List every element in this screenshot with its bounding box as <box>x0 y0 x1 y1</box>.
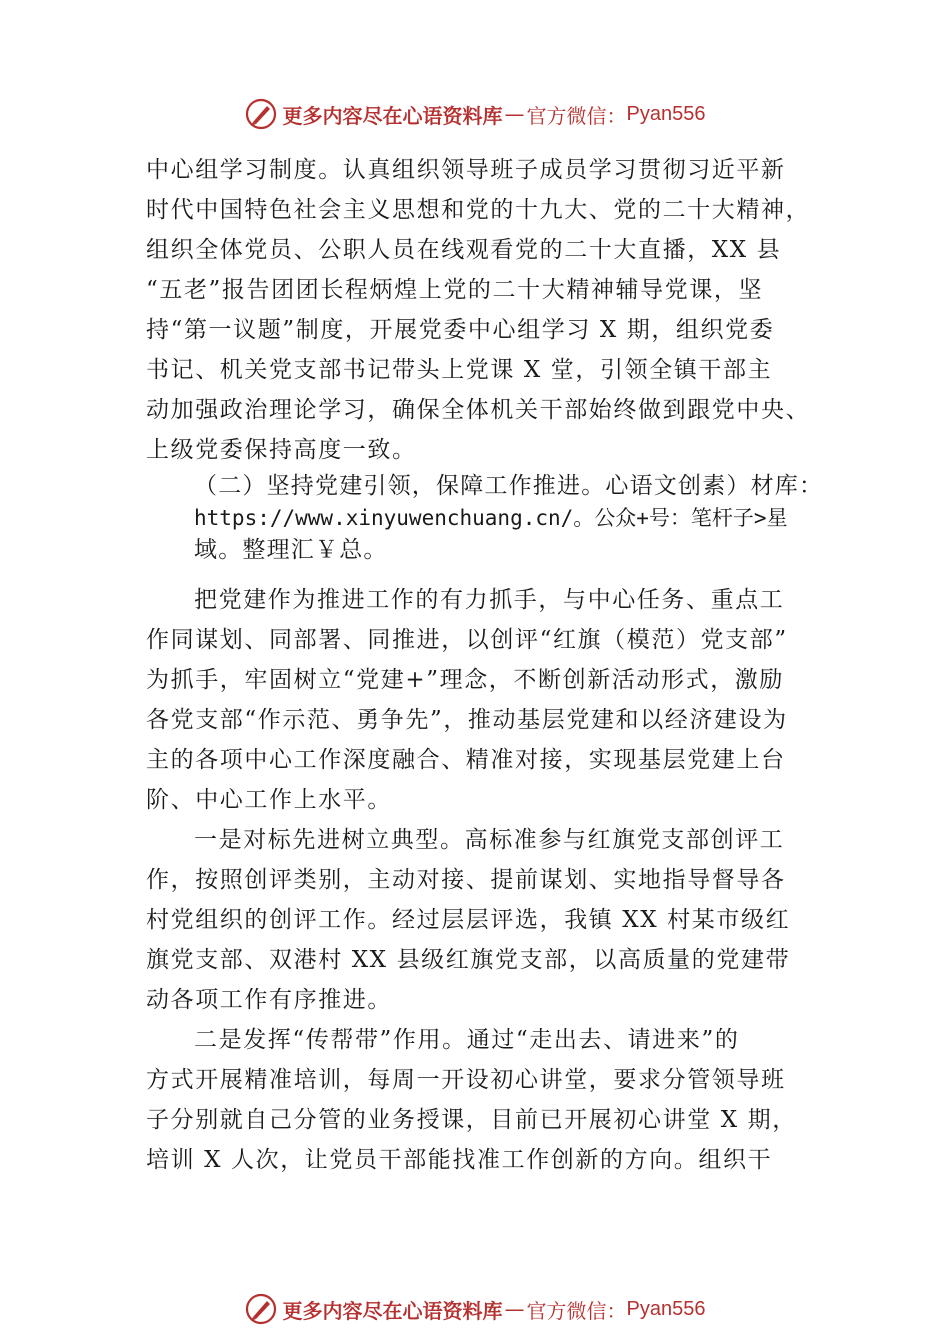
text-line: 持“第一议题”制度，开展党委中心组学习 X 期，组织党委 <box>146 317 775 343</box>
brand-logo-icon <box>245 1293 277 1325</box>
brand-logo-icon <box>245 98 277 130</box>
text-line: 阶、中心工作上水平。 <box>146 787 392 813</box>
heading-line: （二）坚持党建引领，保障工作推进。心语文创素）材库： <box>194 473 824 499</box>
header-brand-text: 更多内容尽在心语资料库 <box>282 103 503 128</box>
text-line: 作，按照创评类别，主动对接、提前谋划、实地指导督导各 <box>146 867 786 893</box>
text-line: 方式开展精准培训，每周一开设初心讲堂，要求分管领导班 <box>146 1067 786 1093</box>
text-line: 把党建作为推进工作的有力抓手，与中心任务、重点工 <box>194 587 785 613</box>
text-line: 上级党委保持高度一致。 <box>146 437 417 463</box>
header-wechat-id: Pyan556 <box>626 102 706 125</box>
footer-brand-text: 更多内容尽在心语资料库 <box>282 1298 503 1323</box>
paragraph-1 <box>146 150 816 470</box>
header-wechat-label: 官方微信： <box>526 103 627 128</box>
paragraph-3 <box>146 820 816 1020</box>
text-line: “五老”报告团团长程炳煌上党的二十大精神辅导党课，坚 <box>146 277 764 303</box>
text-line: 动各项工作有序推进。 <box>146 987 392 1013</box>
text-line: 子分别就自己分管的业务授课，目前已开展初心讲堂 X 期， <box>146 1107 797 1133</box>
text-line: 为抓手，牢固树立“党建+”理念，不断创新活动形式，激励 <box>146 667 784 693</box>
text-line: 各党支部“作示范、勇争先”，推动基层党建和以经济建设为 <box>146 707 788 733</box>
header-separator: — <box>504 102 525 126</box>
heading-line: 域。整理汇￥总。 <box>194 537 388 563</box>
header-banner <box>0 94 950 134</box>
text-line: 旗党支部、双港村 XX 县级红旗党支部，以高质量的党建带 <box>146 947 791 973</box>
section-heading <box>146 470 824 566</box>
paragraph-2 <box>146 580 816 820</box>
footer-separator: — <box>504 1297 525 1321</box>
text-line: 组织全体党员、公职人员在线观看党的二十大直播，XX 县 <box>146 237 782 263</box>
paragraph-4 <box>146 1020 816 1180</box>
text-line: 培训 X 人次，让党员干部能找准工作创新的方向。组织干 <box>146 1147 773 1173</box>
spacer <box>146 566 816 580</box>
text-line: 中心组学习制度。认真组织领导班子成员学习贯彻习近平新 <box>146 157 786 183</box>
text-line: 时代中国特色社会主义思想和党的十九大、党的二十大精神， <box>146 197 811 223</box>
document-body <box>146 150 824 1180</box>
footer-wechat-label: 官方微信： <box>526 1298 627 1323</box>
text-line: 村党组织的创评工作。经过层层评选，我镇 XX 村某市级红 <box>146 907 791 933</box>
heading-url-line: https://www.xinyuwenchuang.cn/。公众+号：笔杆子>星 <box>194 506 788 530</box>
text-line: 一是对标先进树立典型。高标准参与红旗党支部创评工 <box>194 827 785 853</box>
text-line: 二是发挥“传帮带”作用。通过“走出去、请进来”的 <box>194 1027 740 1053</box>
footer-banner <box>0 1289 950 1329</box>
text-line: 作同谋划、同部署、同推进，以创评“红旗（模范）党支部” <box>146 627 788 653</box>
text-line: 书记、机关党支部书记带头上党课 X 堂，引领全镇干部主 <box>146 357 773 383</box>
text-line: 动加强政治理论学习，确保全体机关干部始终做到跟党中央、 <box>146 397 811 423</box>
text-line: 主的各项中心工作深度融合、精准对接，实现基层党建上台 <box>146 747 786 773</box>
footer-wechat-id: Pyan556 <box>626 1297 706 1320</box>
